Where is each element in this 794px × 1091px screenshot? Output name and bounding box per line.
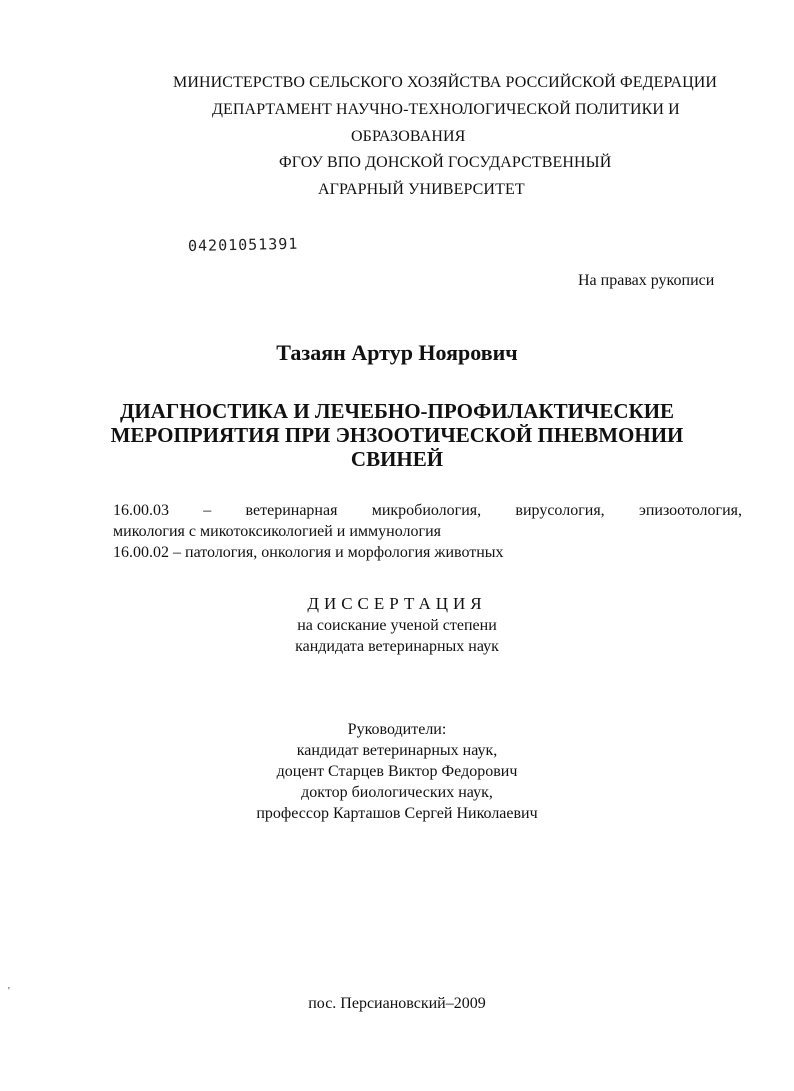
supervisors-heading: Руководители: — [347, 721, 447, 738]
dissertation-line-2: кандидата ветеринарных наук — [295, 638, 499, 655]
ministry-line: МИНИСТЕРСТВО СЕЛЬСКОГО ХОЗЯЙСТВА РОССИЙСКОЙ ФЕДЕРАЦИИ — [173, 74, 718, 91]
supervisor-2-degree: доктор биологических наук, — [301, 784, 493, 801]
supervisor-2-name: профессор Карташов Сергей Николаевич — [256, 805, 538, 822]
supervisor-1-name: доцент Старцев Виктор Федорович — [276, 763, 518, 780]
author-name: Тазаян Артур Ноярович — [276, 340, 518, 365]
specialty-line-2: микология с микотоксикологией и иммунология — [113, 523, 441, 540]
place-year: пос. Персиановский–2009 — [308, 995, 486, 1012]
title-line-2: МЕРОПРИЯТИЯ ПРИ ЭНЗООТИЧЕСКОЙ ПНЕВМОНИИ — [110, 423, 684, 447]
dissertation-heading: ДИССЕРТАЦИЯ — [307, 594, 487, 613]
department-line-2: ОБРАЗОВАНИЯ — [351, 128, 466, 145]
university-line: ФГОУ ВПО ДОНСКОЙ ГОСУДАРСТВЕННЫЙ — [279, 154, 612, 171]
specialty-line-3: 16.00.02 – патология, онкология и морфология животных — [113, 544, 504, 561]
stamp-number: 04201051391 — [187, 234, 299, 255]
department-line: ДЕПАРТАМЕНТ НАУЧНО-ТЕХНОЛОГИЧЕСКОЙ ПОЛИТИКИ И — [212, 101, 680, 118]
university-line-2: АГРАРНЫЙ УНИВЕРСИТЕТ — [318, 181, 525, 198]
supervisor-1-degree: кандидат ветеринарных наук, — [296, 742, 498, 759]
dissertation-line-1: на соискание ученой степени — [297, 617, 497, 634]
specialty-line-1: 16.00.03 – ветеринарная микробиология, вирусология, эпизоотология, — [113, 502, 742, 519]
margin-mark: ' — [8, 986, 10, 997]
title-line-1: ДИАГНОСТИКА И ЛЕЧЕБНО-ПРОФИЛАКТИЧЕСКИЕ — [119, 399, 675, 423]
title-line-3: СВИНЕЙ — [350, 447, 444, 471]
rights-note: На правах рукописи — [578, 272, 715, 289]
